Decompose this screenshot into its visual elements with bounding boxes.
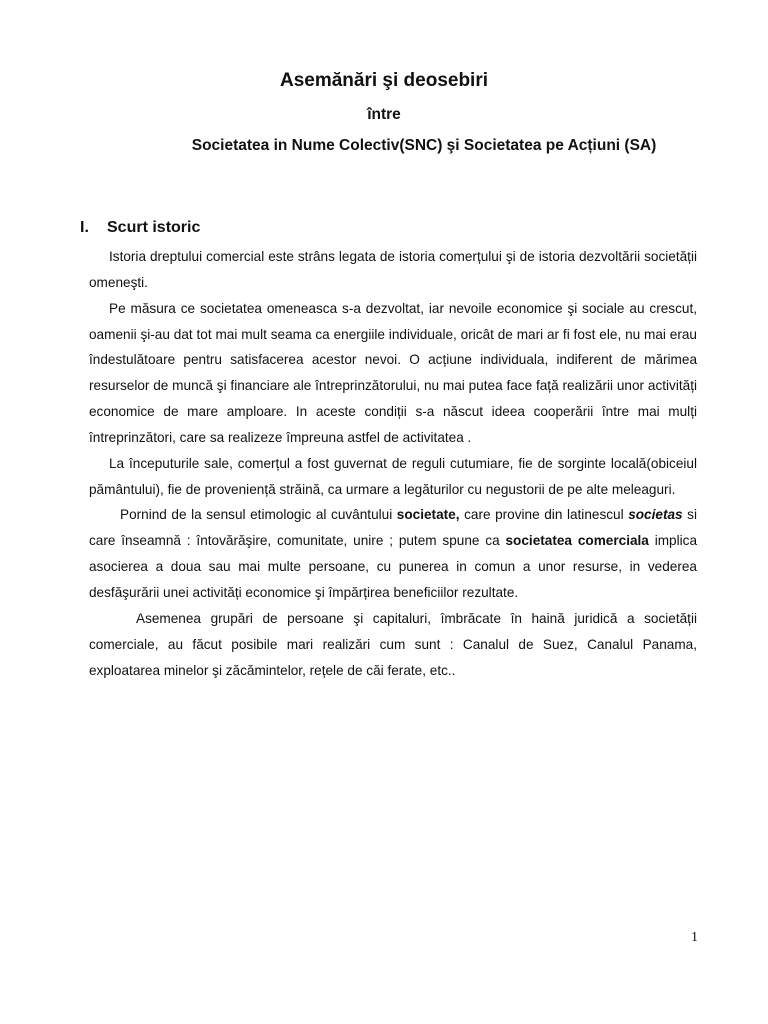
document-subtitle: Societatea in Nume Colectiv(SNC) şi Societatea pe Acțiuni (SA) [191,137,657,154]
section-heading [80,219,200,237]
section-number: I. [80,219,89,236]
paragraph-5: Asemenea grupări de persoane şi capitaluri, îmbrăcate în haină juridică a societății comerciale, au făcut posibile mari realizări cum sunt : Canalul de Suez, Canalul Panama, exploatarea minelor şi zăcămintelor, rețele de căi ferate, etc.. [89,610,697,678]
paragraph-2: Pe măsura ce societatea omeneasca s-a dezvoltat, iar nevoile economice şi sociale au crescut, oamenii şi-au dat tot mai mult seama ca energiile individuale, oricât de mari ar fi fost ele, nu mai erau îndestulătoare pentru satisfacerea acestor nevoi. O acțiune individuala, indiferent de mărimea resurselor de muncă şi financiare ale întreprinzătorului, nu mai putea face față realizării unor activități economice de mare amploare. In aceste condiții s-a născut ideea cooperării între mai mulți întreprinzători, care sa realizeze împreuna astfel de activitatea . [89,300,697,445]
document-subtitle-between: între [367,106,401,123]
paragraph-4-text-g: implica asocierea a doua sau mai multe persoane, cu punerea in comun a unor resurse, in vederea desfăşurării unei activități economice şi împărțirea beneficiilor rezultate. [89,533,698,600]
term-societatea-comerciala: societatea comerciala [505,533,649,549]
section-body [89,244,697,683]
paragraph-4-text-c: care provine din latinescul [459,507,629,523]
paragraph-4-text-a: Pornind de la sensul etimologic al cuvântului [120,507,397,523]
paragraph-1: Istoria dreptului comercial este strâns legata de istoria comerțului şi de istoria dezvoltării societății omeneşti. [89,249,697,290]
term-societate: societate, [396,507,460,523]
document-title: Asemănări şi deosebiri [279,70,489,91]
paragraph-4-text-e: si care înseamnă : întovărăşire, comunitate, unire ; putem spune ca [89,507,697,549]
page-number: 1 [691,930,698,945]
section-title: Scurt istoric [107,219,201,236]
term-societas: societas [628,507,683,523]
paragraph-4 [89,502,697,605]
paragraph-3: La începuturile sale, comerțul a fost guvernat de reguli cutumiare, fie de sorginte locală(obiceiul pământului), fie de proveniență străină, ca urmare a legăturilor cu negustorii de pe alte meleaguri. [89,455,697,497]
